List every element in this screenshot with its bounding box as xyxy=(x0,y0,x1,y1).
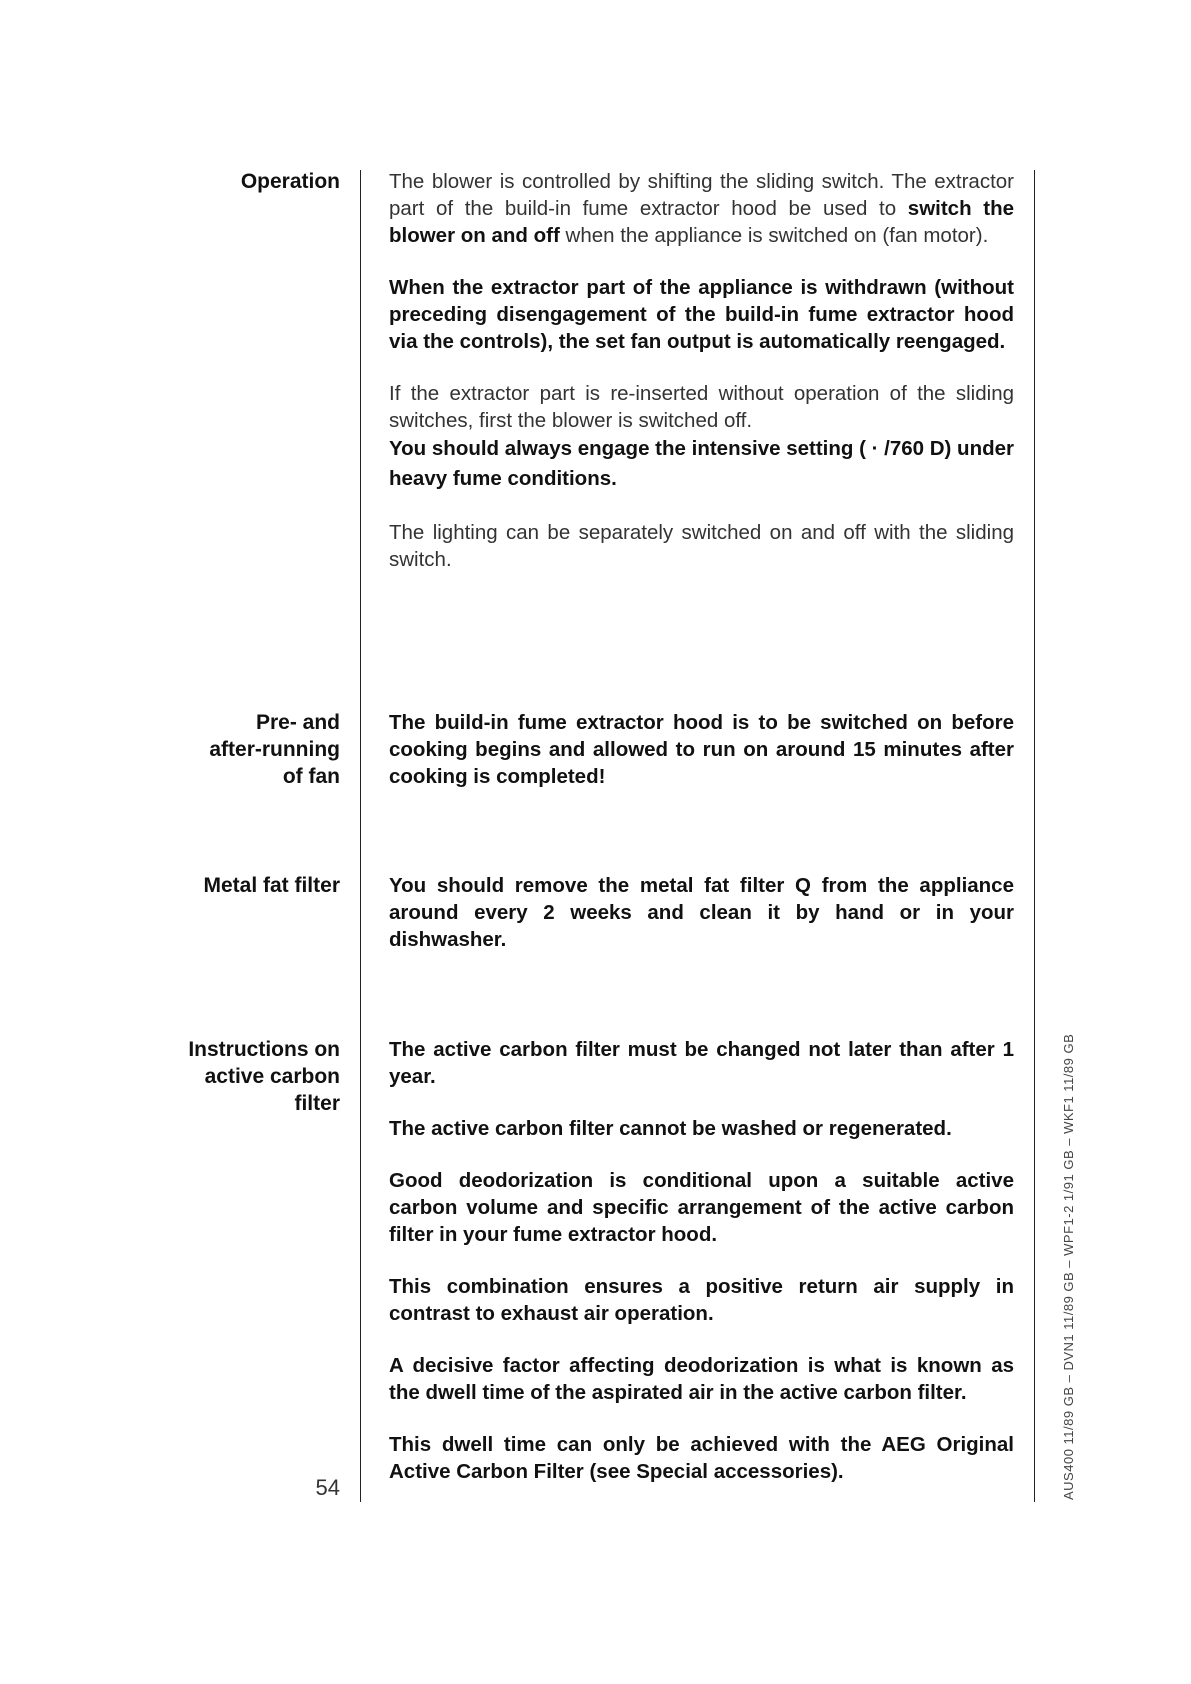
carbon-paragraph-3: Good deodorization is conditional upon a suitable active carbon volume and specific arrangement of the active carbon filter in your fume extractor hood. xyxy=(389,1169,1014,1246)
page-number: 54 xyxy=(315,1475,340,1500)
carbon-paragraph-1: The active carbon filter must be changed not later than after 1 year. xyxy=(389,1038,1014,1088)
left-column-rule xyxy=(360,170,361,1502)
operation-paragraph-5: The lighting can be separately switched on and off with the sliding switch. xyxy=(389,521,1014,571)
heading-operation-text: Operation xyxy=(240,170,340,193)
right-column-rule xyxy=(1034,170,1035,1502)
section-pre-after-running xyxy=(389,709,1014,815)
heading-pre-after-running xyxy=(209,709,340,790)
carbon-paragraph-4: This combination ensures a positive return air supply in contrast to exhaust air operation. xyxy=(389,1275,1014,1325)
carbon-paragraph-2: The active carbon filter cannot be washed or regenerated. xyxy=(389,1117,952,1140)
heading-metal-fat-filter xyxy=(203,872,340,899)
heading-active-carbon xyxy=(188,1036,340,1117)
carbon-paragraph-5: A decisive factor affecting deodorization is what is known as the dwell time of the aspirated air in the active carbon filter. xyxy=(389,1354,1014,1404)
heading-line: of fan xyxy=(282,765,340,788)
heading-line: after-running xyxy=(209,738,340,761)
text-run: The blower is controlled by shifting the sliding switch. The extractor part of the build-in fume extractor hood be used to xyxy=(389,170,1014,220)
heading-line: filter xyxy=(294,1092,340,1115)
heading-operation xyxy=(241,168,340,195)
heading-line: Instructions on xyxy=(188,1038,340,1061)
operation-paragraph-1 xyxy=(389,168,1014,249)
heading-line: active carbon xyxy=(204,1065,340,1088)
metal-filter-paragraph: You should remove the metal fat filter Q from the appliance around every 2 weeks and clean it by hand or in your dishwasher. xyxy=(389,874,1014,951)
section-metal-fat-filter xyxy=(389,872,1014,978)
section-operation xyxy=(389,168,1014,598)
carbon-paragraph-6: This dwell time can only be achieved with the AEG Original Active Carbon Filter (see Special accessories). xyxy=(389,1433,1014,1483)
side-reference-code: AUS400 11/89 GB – DVN1 11/89 GB – WPF1-2 1/91 GB – WKF1 11/89 GB xyxy=(1061,1033,1076,1500)
section-active-carbon xyxy=(389,1036,1014,1510)
heading-metal-fat-filter-text: Metal fat filter xyxy=(203,874,340,897)
operation-paragraph-4: You should always engage the intensive setting ( · /760 D) under heavy fume conditions. xyxy=(389,437,1014,490)
heading-line: Pre- and xyxy=(255,711,340,734)
text-run: when the appliance is switched on (fan motor). xyxy=(559,224,989,247)
pre-after-paragraph: The build-in fume extractor hood is to be switched on before cooking begins and allowed to run on around 15 minutes after cooking is completed! xyxy=(389,711,1014,788)
operation-paragraph-3: If the extractor part is re-inserted without operation of the sliding switches, first the blower is switched off. xyxy=(389,382,1014,432)
text-run-emphasis: switch the blower on and off xyxy=(389,197,1014,247)
operation-paragraph-2: When the extractor part of the appliance is withdrawn (without preceding disengagement of the build-in fume extractor hood via the controls), the set fan output is automatically reengaged. xyxy=(389,276,1014,353)
